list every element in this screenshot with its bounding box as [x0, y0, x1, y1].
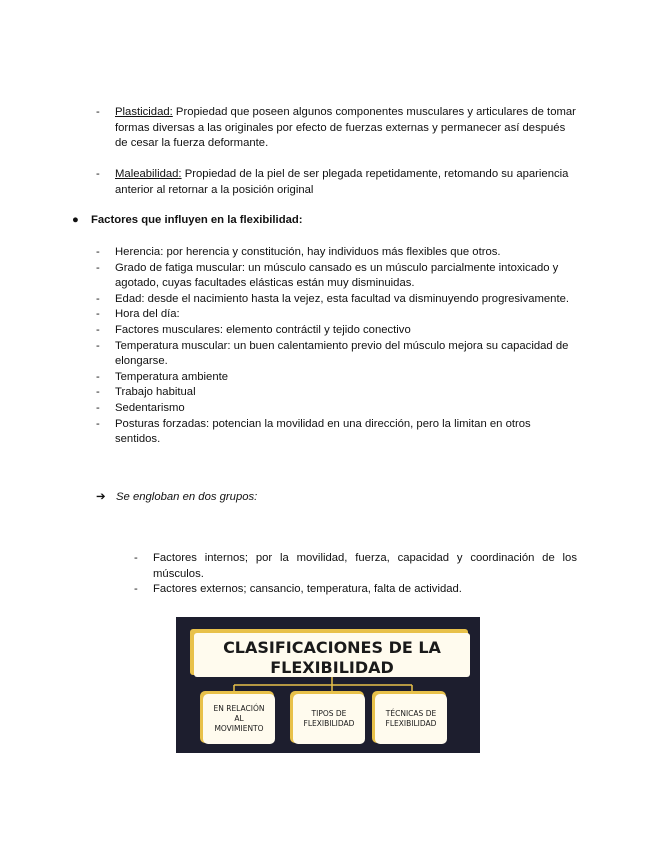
dash-marker: -	[96, 370, 100, 383]
dash-marker: -	[134, 552, 138, 564]
list-item	[96, 417, 576, 448]
list-item	[134, 582, 577, 598]
definition-body	[115, 167, 576, 198]
definition-text: Propiedad que poseen algunos componentes musculares y articulares de tomar formas diversas a las originales por efecto de fuerzas externas y permanecer así después de cesar la fuerza deformante.	[115, 106, 576, 150]
dash-marker: -	[96, 401, 100, 414]
classification-diagram	[176, 617, 480, 753]
factors-list	[96, 245, 576, 448]
bullet-dot: ●	[72, 214, 79, 226]
dash-marker: -	[96, 106, 100, 118]
section-heading	[72, 213, 303, 229]
dash-marker: -	[96, 386, 100, 399]
box-label: FLEXIBILIDAD	[303, 719, 355, 728]
group-text: Factores internos; por la movilidad, fuerza, capacidad y coordinación de los músculos.	[153, 552, 577, 580]
list-item	[96, 339, 576, 370]
factor-text: Herencia: por herencia y constitución, hay individuos más flexibles que otros.	[115, 246, 501, 258]
dash-marker: -	[96, 261, 100, 274]
list-item	[96, 385, 576, 401]
dash-marker: -	[96, 308, 100, 321]
factor-text: Grado de fatiga muscular: un músculo cansado es un músculo parcialmente intoxicado y agotado, cuyas facultades elásticas están muy disminuidas.	[115, 261, 559, 290]
box-label: EN RELACIÓN	[213, 704, 265, 713]
dash-marker: -	[96, 339, 100, 352]
definition-term: Plasticidad:	[115, 106, 173, 118]
definition-plasticidad	[96, 105, 576, 152]
group-text: Factores externos; cansancio, temperatura, falta de actividad.	[153, 583, 462, 596]
factor-text: Posturas forzadas: potencian la movilidad en una dirección, pero la limitan en otros sentidos.	[115, 417, 531, 446]
list-item	[96, 307, 576, 323]
box-label: TIPOS DE	[311, 709, 347, 718]
diagram-title-line1: CLASIFICACIONES DE LA	[223, 638, 441, 657]
arrow-icon: ➔	[96, 491, 106, 503]
factor-text: Sedentarismo	[115, 401, 185, 414]
list-item	[96, 292, 576, 308]
definition-maleabilidad	[96, 167, 576, 198]
factor-text: Temperatura ambiente	[115, 370, 229, 383]
list-item	[96, 261, 576, 292]
factor-text: Edad: desde el nacimiento hasta la vejez, esta facultad va disminuyendo progresivamente.	[115, 292, 570, 305]
box-label: TÉCNICAS DE	[385, 709, 437, 718]
list-item	[96, 245, 576, 261]
section-title: Factores que influyen en la flexibilidad:	[91, 214, 303, 226]
groups-list	[134, 551, 577, 598]
groups-intro-text: Se engloban en dos grupos:	[116, 491, 258, 503]
list-item	[134, 551, 577, 582]
box-label: FLEXIBILIDAD	[385, 719, 437, 728]
definition-term: Maleabilidad:	[115, 168, 182, 180]
dash-marker: -	[96, 168, 100, 180]
groups-intro	[96, 490, 257, 506]
list-item	[96, 370, 576, 386]
box-label: MOVIMIENTO	[214, 724, 264, 733]
dash-marker: -	[96, 292, 100, 305]
factor-text: Trabajo habitual	[115, 386, 196, 399]
factor-text: Temperatura muscular: un buen calentamiento previo del músculo mejora su capacidad de elongarse.	[115, 339, 569, 368]
factor-text: Factores musculares: elemento contráctil y tejido conectivo	[115, 323, 411, 336]
dash-marker: -	[134, 583, 138, 596]
factor-text: Hora del día:	[115, 308, 180, 321]
definition-body	[115, 105, 576, 152]
dash-marker: -	[96, 417, 100, 430]
list-item	[96, 323, 576, 339]
dash-marker: -	[96, 246, 100, 258]
list-item	[96, 401, 576, 417]
dash-marker: -	[96, 323, 100, 336]
definition-text: Propiedad de la piel de ser plegada repetidamente, retomando su apariencia anterior al retornar a la posición original	[115, 168, 569, 196]
diagram-title-line2: FLEXIBILIDAD	[270, 658, 394, 677]
box-label: AL	[234, 714, 244, 723]
